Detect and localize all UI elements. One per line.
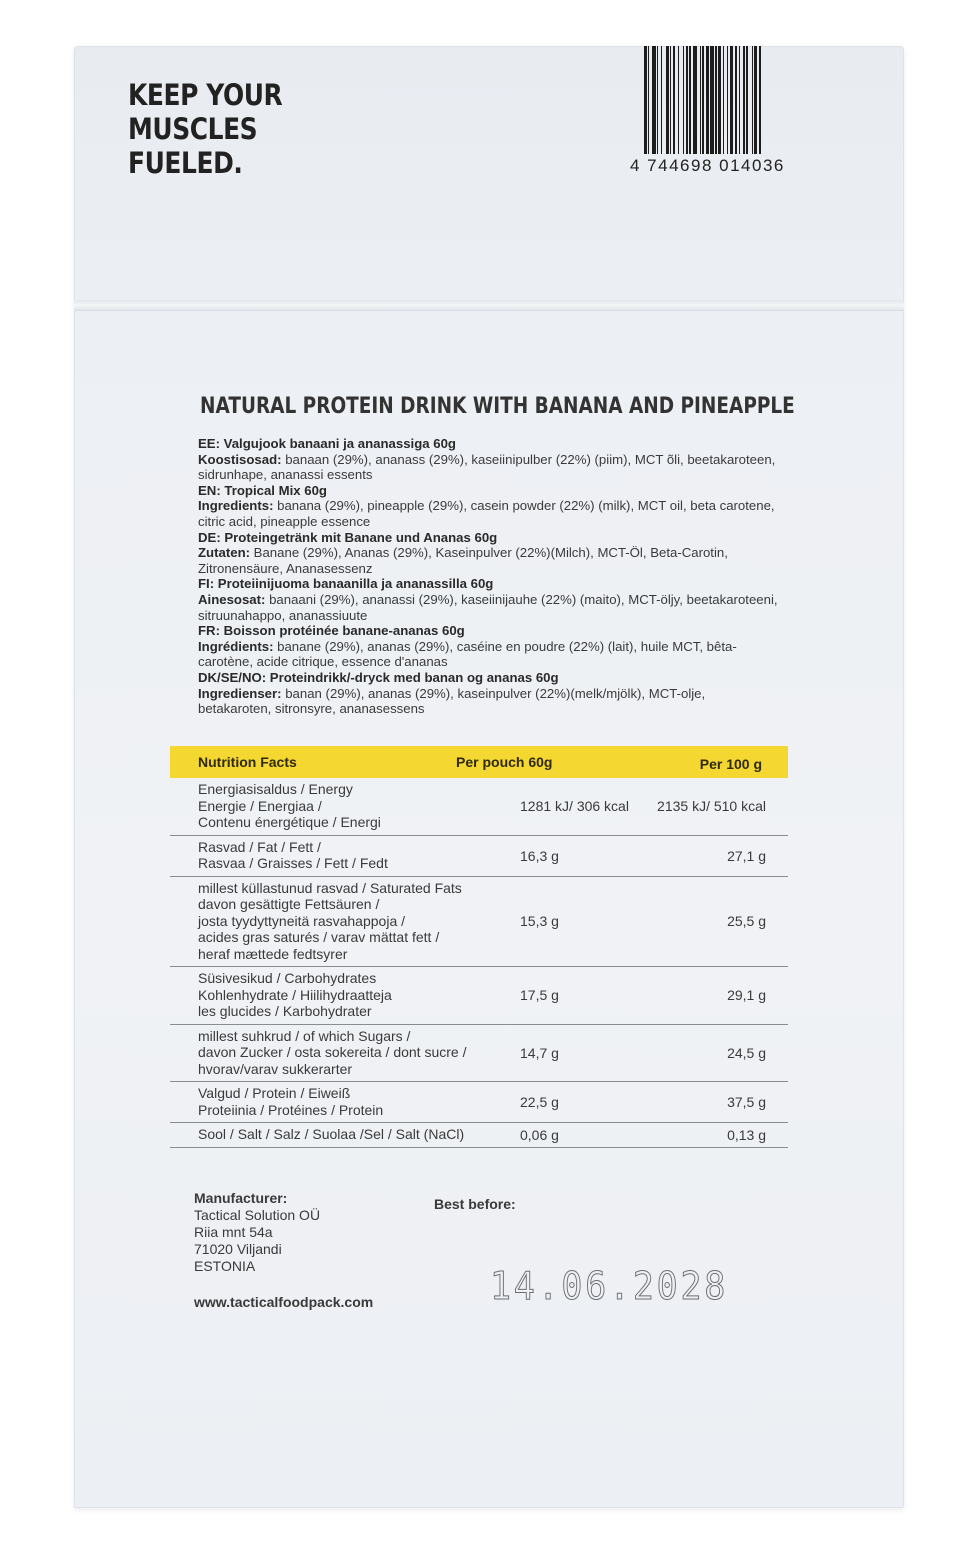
nutrition-value-pouch: 16,3 g xyxy=(520,847,559,864)
nutrition-value-pouch: 22,5 g xyxy=(520,1094,559,1110)
nutrition-label: Energiasisaldus / Energy Energie / Energiaa / Contenu énergétique / Energi xyxy=(198,781,381,830)
product-title: NATURAL PROTEIN DRINK WITH BANANA AND PINEAPPLE xyxy=(200,394,795,419)
ingredient-product-name: EE: Valgujook banaani ja ananassiga 60g xyxy=(198,436,456,451)
manufacturer xyxy=(194,1190,320,1275)
nutrition-label: millest suhkrud / of which Sugars / davon Zucker / osta sokereita / dont sucre / hvorav/varav sukkerarter xyxy=(198,1027,467,1077)
nutrition-row xyxy=(170,1082,788,1123)
ingredient-label: Ingrédients: xyxy=(198,638,274,654)
manufacturer-line: ESTONIA xyxy=(194,1258,256,1274)
manufacturer-heading: Manufacturer: xyxy=(194,1190,288,1206)
nutrition-value-per100: 37,5 g xyxy=(727,1094,766,1110)
ingredient-text: banana (29%), pineapple (29%), casein powder (22%) (milk), MCT oil, beta carotene, citric acid, pineapple essence xyxy=(198,498,775,529)
ingredient-text: banane (29%), ananas (29%), caséine en poudre (22%) (lait), huile MCT, bêta-carotène, acide citrique, essence d'ananas xyxy=(198,638,737,670)
nutrition-label: Rasvad / Fat / Fett / Rasvaa / Graisses / Fett / Fedt xyxy=(198,838,388,871)
ingredient-text: banaan (29%), ananass (29%), kaseiinipulber (22%) (piim), MCT õli, beetakaroteen, sidrunhape, ananassi essents xyxy=(198,451,776,483)
manufacturer-line: Riia mnt 54a xyxy=(194,1224,273,1240)
nutrition-header xyxy=(170,746,788,778)
ingredient-product-name: EN: Tropical Mix 60g xyxy=(198,482,327,498)
ingredient-text: banaani (29%), ananassi (29%), kaseiinijauhe (22%) (maito), MCT-öljy, beetakaroteeni, sitruunahappo, ananassiuute xyxy=(198,591,778,623)
nutrition-label: millest küllastunud rasvad / Saturated Fats davon gesättigte Fettsäuren / josta tyydyttyneitä rasvahappoja / acides gras saturés / varav mättat fett / heraf mættede fedtsyrer xyxy=(198,879,462,962)
ingredient-label: Ingredients: xyxy=(198,498,274,514)
nutrition-row xyxy=(170,1123,788,1148)
ingredient-label: Ingredienser: xyxy=(198,685,282,701)
ingredient-label: Koostisosad: xyxy=(198,451,282,467)
slogan-line: KEEP YOUR xyxy=(128,78,283,112)
nutrition-row xyxy=(170,877,788,968)
nutrition-label: Sool / Salt / Salz / Suolaa /Sel / Salt (NaCl) xyxy=(198,1126,465,1142)
website-url: www.tacticalfoodpack.com xyxy=(194,1294,374,1310)
nutrition-facts-table xyxy=(170,746,788,1148)
ingredient-product-name: DK/SE/NO: Proteindrikk/-dryck med banan og ananas 60g xyxy=(198,669,559,685)
manufacturer-line: Tactical Solution OÜ xyxy=(194,1207,321,1223)
nutrition-header-title: Nutrition Facts xyxy=(198,754,297,770)
nutrition-rows xyxy=(170,778,788,1148)
nutrition-row xyxy=(170,778,788,836)
nutrition-value-pouch: 1281 kJ/ 306 kcal xyxy=(520,798,629,815)
barcode xyxy=(644,46,810,154)
nutrition-value-per100: 0,13 g xyxy=(727,1126,766,1143)
nutrition-header-pouch: Per pouch 60g xyxy=(456,754,553,770)
ingredient-entry xyxy=(198,436,778,483)
ingredient-entry xyxy=(198,670,778,717)
nutrition-label: Süsivesikud / Carbohydrates Kohlenhydrate / Hiilihydraatteja les glucides / Karbohydrater xyxy=(198,970,392,1019)
best-before-date: 14.06.2028 xyxy=(490,1264,729,1308)
best-before-label: Best before: xyxy=(434,1196,516,1212)
ingredient-product-name: FR: Boisson protéinée banane-ananas 60g xyxy=(198,623,465,639)
zipper-seal xyxy=(74,300,904,310)
ingredient-label: Ainesosat: xyxy=(198,591,266,607)
nutrition-header-per100: Per 100 g xyxy=(699,756,762,772)
nutrition-label: Valgud / Protein / Eiweiß Proteiinia / Protéines / Protein xyxy=(198,1085,384,1118)
ingredient-text: banan (29%), ananas (29%), kaseinpulver (22%)(melk/mjölk), MCT-olje, betakaroten, sitronsyre, ananasessens xyxy=(198,685,706,717)
manufacturer-line: 71020 Viljandi xyxy=(194,1241,282,1257)
nutrition-value-per100: 25,5 g xyxy=(727,913,766,930)
slogan-line: FUELED. xyxy=(128,146,243,180)
ingredient-product-name: FI: Proteiinijuoma banaanilla ja ananassilla 60g xyxy=(198,576,494,592)
ingredient-entry xyxy=(198,623,778,670)
slogan-line: MUSCLES xyxy=(128,112,258,146)
nutrition-value-pouch: 17,5 g xyxy=(520,987,559,1004)
nutrition-value-pouch: 14,7 g xyxy=(520,1044,559,1061)
nutrition-value-per100: 24,5 g xyxy=(727,1044,766,1061)
ingredient-entry xyxy=(198,530,778,577)
ingredient-entry xyxy=(198,483,778,530)
ingredients-block xyxy=(198,436,778,717)
slogan xyxy=(128,78,282,180)
barcode-number: 4 744698 014036 xyxy=(630,156,785,175)
nutrition-value-pouch: 0,06 g xyxy=(520,1126,559,1143)
ingredient-label: Zutaten: xyxy=(198,545,251,561)
nutrition-row xyxy=(170,1025,788,1083)
nutrition-row xyxy=(170,836,788,877)
nutrition-row xyxy=(170,967,788,1025)
nutrition-value-per100: 27,1 g xyxy=(727,847,766,864)
nutrition-value-per100: 29,1 g xyxy=(727,987,766,1004)
pouch-back xyxy=(74,46,904,1508)
ingredient-entry xyxy=(198,576,778,623)
nutrition-value-pouch: 15,3 g xyxy=(520,913,559,930)
ingredient-product-name: DE: Proteingetränk mit Banane und Ananas 60g xyxy=(198,529,498,545)
nutrition-value-per100: 2135 kJ/ 510 kcal xyxy=(657,798,766,815)
ingredient-text: Banane (29%), Ananas (29%), Kaseinpulver (22%)(Milch), MCT-Öl, Beta-Carotin, Zitronensäure, Ananasessenz xyxy=(198,545,728,576)
barcode-bar xyxy=(761,46,762,154)
